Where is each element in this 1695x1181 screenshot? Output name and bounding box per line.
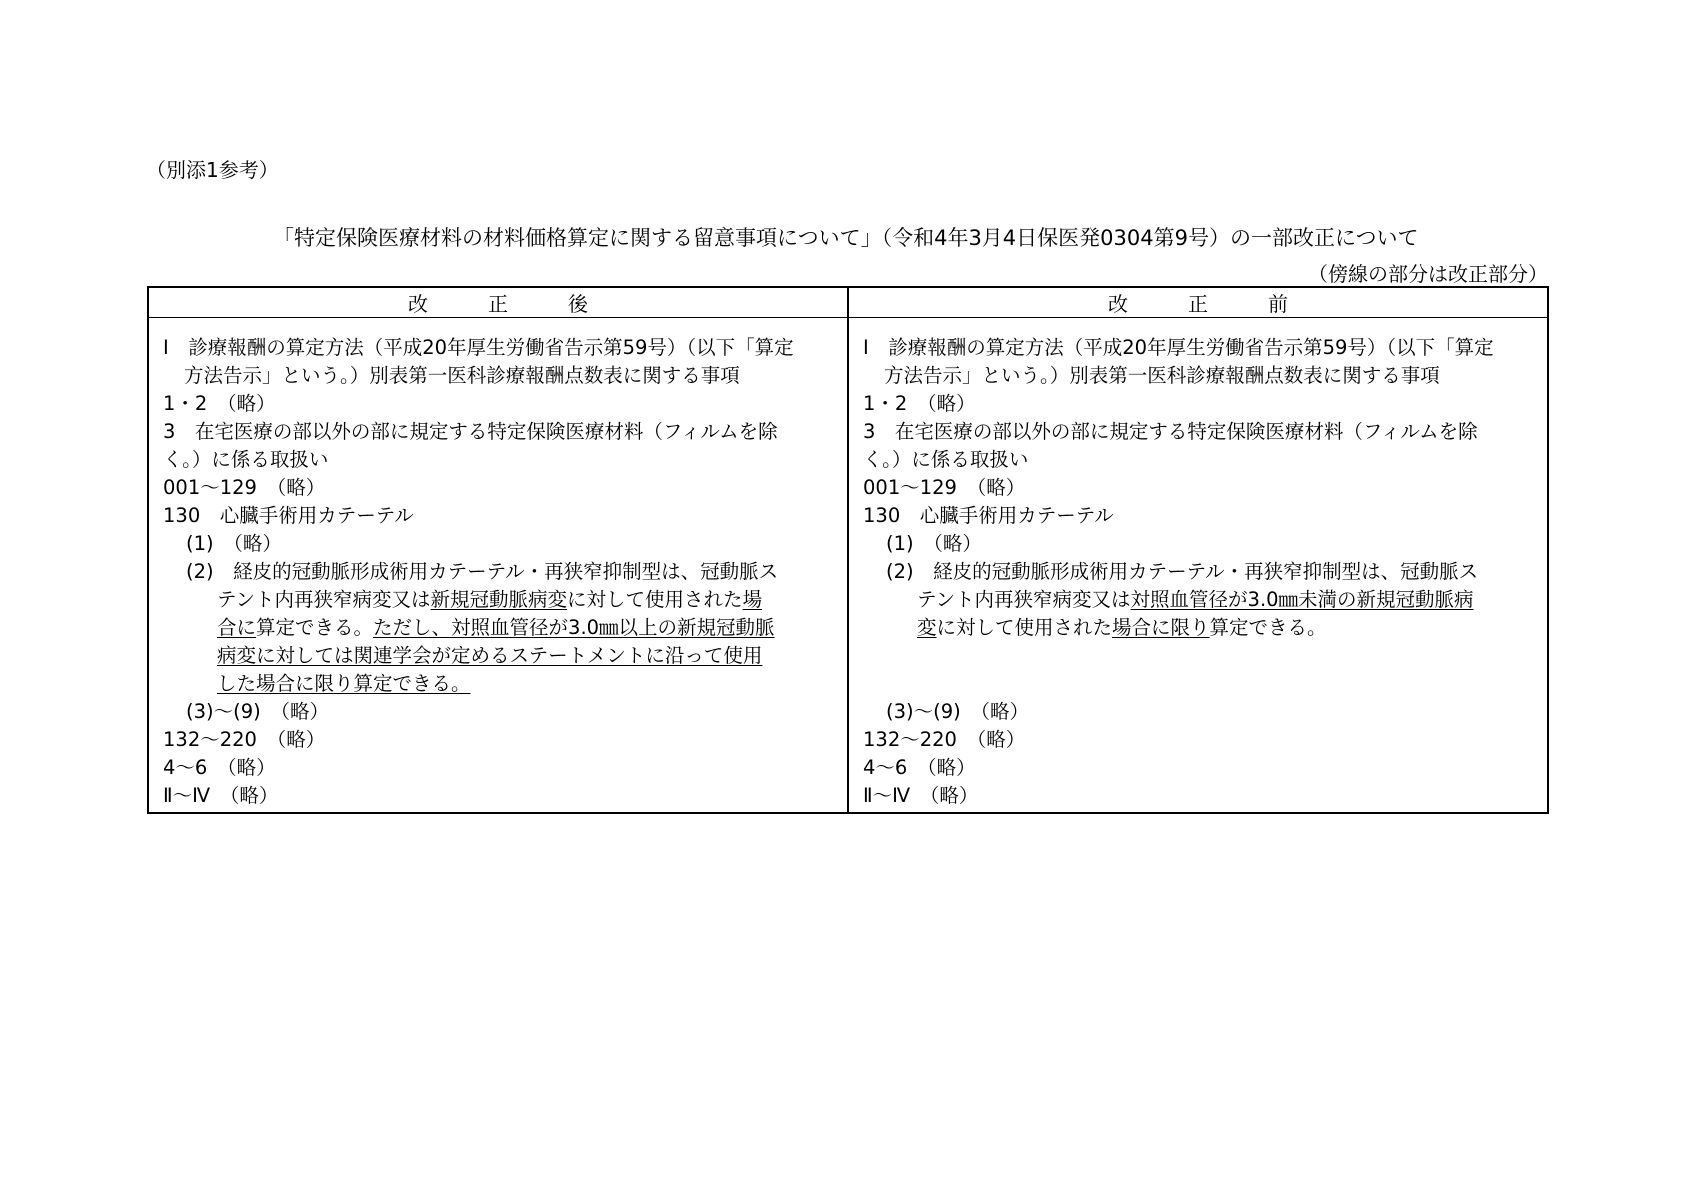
header-before-char-2: 正 [1188,292,1208,316]
after-line: Ⅱ～Ⅳ （略） [163,784,279,807]
before-line: く。）に係る取扱い [863,448,1029,471]
after-line: (2) 経皮的冠動脈形成術用カテーテル・再狭窄抑制型は、冠動脈ス [186,560,779,583]
after-amended-text: 新規冠動脈病変 [430,588,568,611]
before-line: (2) 経皮的冠動脈形成術用カテーテル・再狭窄抑制型は、冠動脈ス [886,560,1479,583]
before-line: (1) （略） [886,532,982,555]
after-line [217,586,762,614]
before-amended-text: 変 [917,616,937,639]
before-line: Ⅰ 診療報酬の算定方法（平成20年厚生労働省告示第59号）（以下「算定 [863,336,1494,359]
before-text: に対して使用された [936,616,1113,639]
after-amended-text: 合に [217,616,257,639]
header-before-char-1: 改 [1108,292,1128,316]
underline-note: （傍線の部分は改正部分） [1308,262,1548,286]
after-line: く。）に係る取扱い [163,448,329,471]
after-text: テント内再狭窄病変又は [217,588,431,611]
after-text: に対して使用された [567,588,743,611]
reference-label: （別添1参考） [146,158,279,182]
before-amended-text: 場合に限り [1112,616,1210,639]
before-text: テント内再狭窄病変又は [917,588,1131,611]
after-amended-text: ただし、対照血管径が3.0㎜以上の新規冠動脈 [373,616,775,639]
after-line: 001～129 （略） [163,476,326,499]
before-line: 130 心臓手術用カテーテル [863,504,1114,527]
after-line [217,614,775,642]
after-line: (3)～(9) （略） [186,700,329,723]
before-text: 算定できる。 [1209,616,1327,639]
after-line: 1・2 （略） [163,392,276,415]
before-line: 方法告示」という。）別表第一医科診療報酬点数表に関する事項 [884,364,1440,387]
before-line: Ⅱ～Ⅳ （略） [863,784,979,807]
header-after-char-2: 正 [488,292,508,316]
before-line [917,614,1327,642]
after-line: 方法告示」という。）別表第一医科診療報酬点数表に関する事項 [184,364,740,387]
before-amended-text: 対照血管径が3.0㎜未満の新規冠動脈病 [1130,588,1474,611]
after-text: 算定できる。 [256,616,374,639]
before-line: 1・2 （略） [863,392,976,415]
header-after [149,288,849,318]
after-line: 130 心臓手術用カテーテル [163,504,414,527]
after-line: 4～6 （略） [163,756,276,779]
before-line: 132～220 （略） [863,728,1026,751]
header-before-char-3: 前 [1268,292,1288,316]
after-amended-line: 病変に対しては関連学会が定めるステートメントに沿って使用 [217,644,763,667]
before-line: 001～129 （略） [863,476,1026,499]
after-line: Ⅰ 診療報酬の算定方法（平成20年厚生労働省告示第59号）（以下「算定 [163,336,794,359]
before-column [849,318,1547,812]
after-line: 132～220 （略） [163,728,326,751]
header-after-char-1: 改 [408,292,428,316]
header-after-char-3: 後 [568,292,588,316]
after-line: (1) （略） [186,532,282,555]
after-amended-text: 場 [742,588,763,611]
after-amended-line: した場合に限り算定できる。 [217,672,471,695]
after-line: 3 在宅医療の部以外の部に規定する特定保険医療材料（フィルムを除 [163,420,778,443]
after-column [149,318,849,812]
before-line: 3 在宅医療の部以外の部に規定する特定保険医療材料（フィルムを除 [863,420,1478,443]
comparison-table [147,286,1549,814]
before-line: 4～6 （略） [863,756,976,779]
before-line [917,586,1474,614]
before-line: (3)～(9) （略） [886,700,1029,723]
header-before [849,288,1547,318]
document-title: 「特定保険医療材料の材料価格算定に関する留意事項について」（令和4年3月4日保医発0304第9号）の一部改正について [273,226,1419,250]
